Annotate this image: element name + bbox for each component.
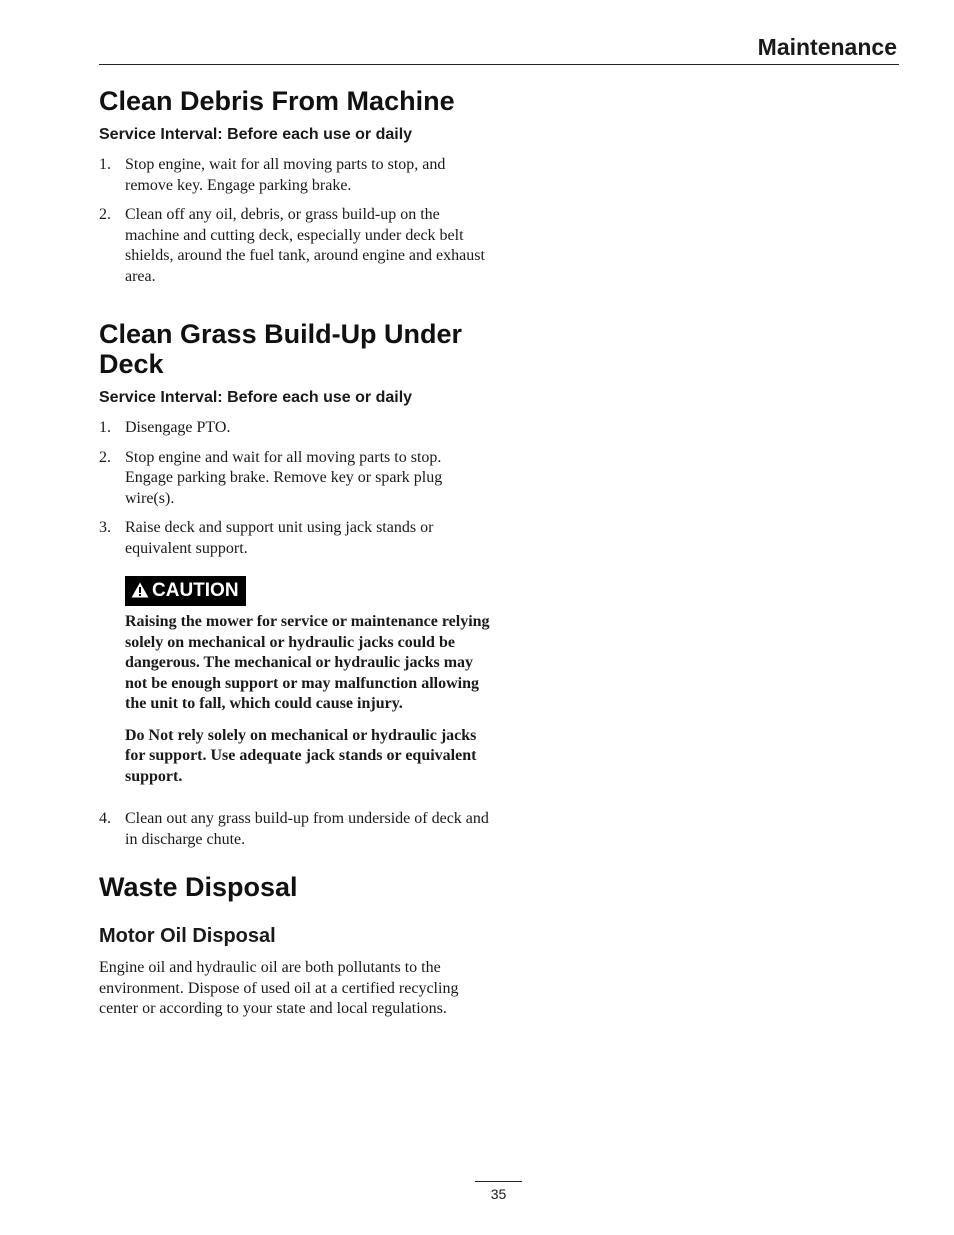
subsection-title-motor-oil: Motor Oil Disposal <box>99 925 276 947</box>
section-title-clean-debris: Clean Debris From Machine <box>99 86 455 116</box>
list-item <box>99 448 491 510</box>
steps-clean-grass-continued <box>99 809 491 850</box>
list-item <box>99 518 491 559</box>
step-text: Stop engine, wait for all moving parts to stop, and remove key. Engage parking brake. <box>125 156 446 194</box>
list-item <box>99 205 491 287</box>
footer-rule <box>475 1181 522 1182</box>
step-text: Clean out any grass build-up from underside of deck and in discharge chute. <box>125 810 489 848</box>
warning-triangle-icon <box>131 582 149 598</box>
header-rule <box>99 64 899 65</box>
step-text: Clean off any oil, debris, or grass build-up on the machine and cutting deck, especially under deck belt shields, around the fuel tank, around engine and exhaust area. <box>125 206 485 285</box>
list-item <box>99 809 491 850</box>
step-number: 1. <box>99 156 111 173</box>
step-number: 1. <box>99 419 111 436</box>
caution-label <box>125 576 246 606</box>
step-text: Raise deck and support unit using jack stands or equivalent support. <box>125 519 434 557</box>
caution-box <box>125 576 491 787</box>
step-number: 2. <box>99 206 111 223</box>
page-number: 35 <box>490 1186 507 1202</box>
step-number: 2. <box>99 448 111 466</box>
steps-clean-grass <box>99 418 491 559</box>
motor-oil-disposal-text: Engine oil and hydraulic oil are both pollutants to the environment. Dispose of used oil at a certified recycling center or according to your state and local regulations. <box>99 959 459 1017</box>
caution-paragraph-2: Do Not rely solely on mechanical or hydraulic jacks for support. Use adequate jack stands or equivalent support. <box>125 726 477 785</box>
step-number: 4. <box>99 810 111 827</box>
caution-paragraph-1: Raising the mower for service or maintenance relying solely on mechanical or hydraulic jacks could be dangerous. The mechanical or hydraulic jacks may not be enough support or may malfunction allowing the unit to fall, which could cause injury. <box>125 613 490 712</box>
step-text: Stop engine and wait for all moving parts to stop. Engage parking brake. Remove key or spark plug wire(s). <box>125 448 443 507</box>
steps-clean-debris <box>99 155 491 287</box>
section-title-waste-disposal: Waste Disposal <box>99 872 298 902</box>
step-text: Disengage PTO. <box>125 419 231 436</box>
service-interval-clean-grass: Service Interval: Before each use or daily <box>99 389 413 406</box>
service-interval-clean-debris: Service Interval: Before each use or daily <box>99 126 413 143</box>
running-header-title: Maintenance <box>757 34 897 60</box>
section-title-clean-grass: Clean Grass Build-Up Under Deck <box>99 319 463 379</box>
content-column <box>99 86 491 1020</box>
list-item <box>99 155 491 196</box>
step-number: 3. <box>99 519 111 536</box>
caution-label-text: CAUTION <box>152 580 239 601</box>
list-item <box>99 418 491 439</box>
